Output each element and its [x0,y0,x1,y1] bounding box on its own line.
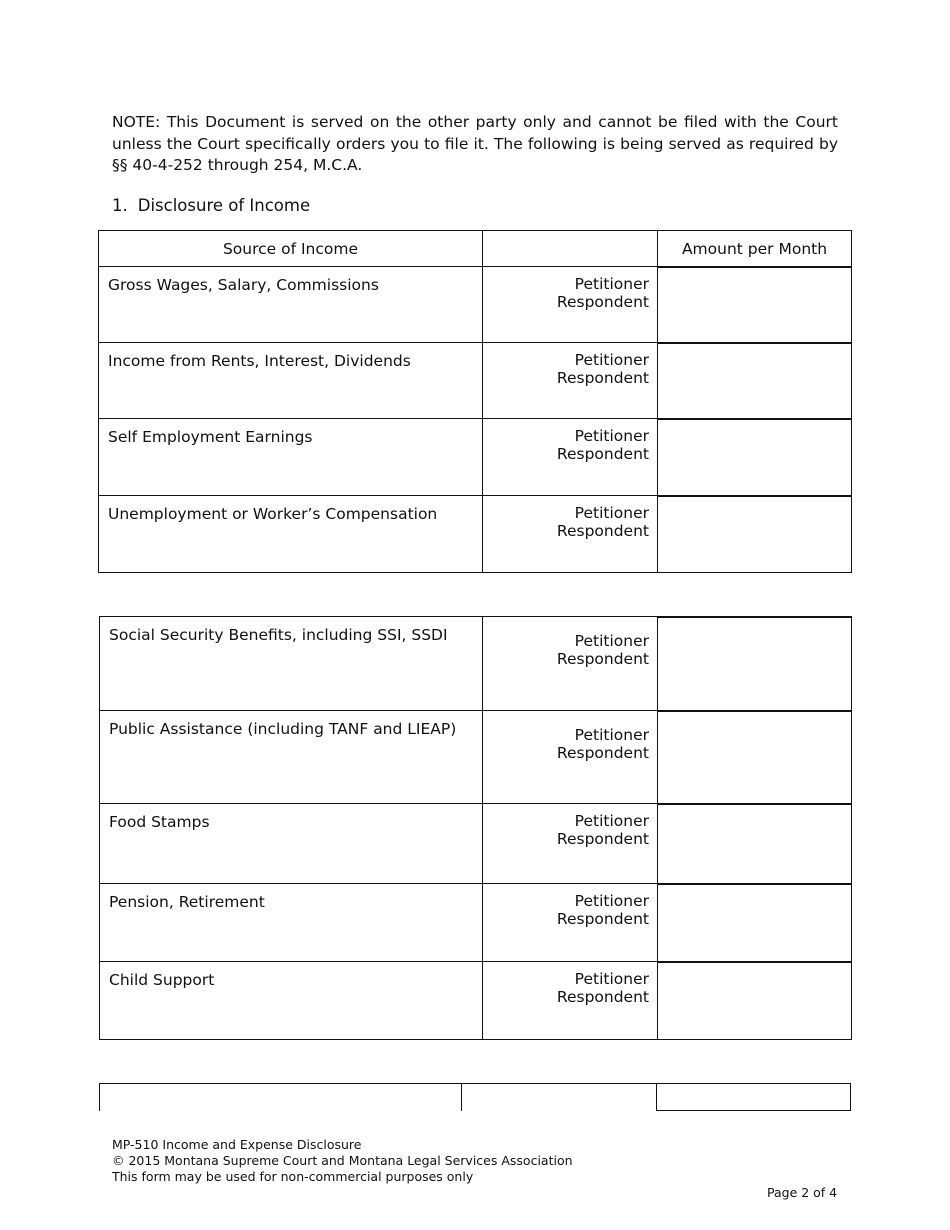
copyright: © 2015 Montana Supreme Court and Montana Legal Services Association [112,1153,573,1168]
amount-cells [658,884,852,962]
petitioner-amount-field[interactable] [658,343,851,344]
amount-cells [658,496,852,573]
respondent-label: Respondent [556,369,649,387]
petitioner-label: Petitioner [574,892,649,910]
respondent-label: Respondent [556,910,649,928]
petitioner-amount-field[interactable] [658,617,851,618]
income-source: Social Security Benefits, including SSI, SSDI [100,617,483,711]
table-row [99,419,852,496]
income-source: Public Assistance (including TANF and LIEAP) [100,711,483,804]
petitioner-label: Petitioner [574,351,649,369]
respondent-label: Respondent [556,522,649,540]
page-footer [112,1137,573,1185]
petitioner-amount-field[interactable] [658,419,851,420]
middle-header [483,231,658,267]
table-row [100,617,852,711]
petitioner-amount-field[interactable] [658,711,851,712]
petitioner-label: Petitioner [574,427,649,445]
petitioner-amount-field[interactable] [658,962,851,963]
table-row [99,343,852,419]
table-row [100,804,852,884]
party-labels [483,267,658,343]
amount-cells [658,267,852,343]
table-row [99,267,852,343]
respondent-label: Respondent [556,744,649,762]
petitioner-label: Petitioner [574,504,649,522]
party-labels [483,711,658,804]
table-row [100,884,852,962]
table-row [100,711,852,804]
party-labels [483,962,658,1040]
petitioner-amount-field[interactable] [658,267,851,268]
amount-header: Amount per Month [658,231,852,267]
respondent-label: Respondent [556,293,649,311]
respondent-label: Respondent [556,445,649,463]
petitioner-amount-field[interactable] [658,884,851,885]
section-title: Disclosure of Income [137,196,311,215]
petitioner-label: Petitioner [574,812,649,830]
amount-cells [658,711,852,804]
amount-cells [658,962,852,1040]
respondent-label: Respondent [556,650,649,668]
income-source: Food Stamps [100,804,483,884]
form-name: MP-510 Income and Expense Disclosure [112,1137,362,1152]
service-note: NOTE: This Document is served on the other party only and cannot be filed with the Court unless the Court specifically orders you to file it. The following is being served as required by §§ 40-4-252 through 254, M.C.A. [112,113,838,174]
amount-field[interactable] [656,1084,851,1111]
amount-cells [658,419,852,496]
party-labels [483,884,658,962]
income-source: Self Employment Earnings [99,419,483,496]
section-number: 1. [112,196,128,215]
party-labels [483,419,658,496]
petitioner-amount-field[interactable] [658,804,851,805]
income-source: Income from Rents, Interest, Dividends [99,343,483,419]
party-labels [483,804,658,884]
party-labels [483,496,658,573]
amount-cells [658,804,852,884]
income-source: Unemployment or Worker’s Compensation [99,496,483,573]
table-row [99,496,852,573]
source-header: Source of Income [99,231,483,267]
petitioner-label: Petitioner [574,275,649,293]
section-heading [112,196,310,215]
income-table-2 [99,616,852,1040]
amount-cells [658,617,852,711]
table-divider [461,1084,462,1111]
income-source: Pension, Retirement [100,884,483,962]
table-row [100,962,852,1040]
respondent-label: Respondent [556,830,649,848]
income-table-3-partial [99,1083,851,1111]
amount-cells [658,343,852,419]
respondent-label: Respondent [556,988,649,1006]
usage-note: This form may be used for non-commercial purposes only [112,1169,474,1184]
income-table-1 [98,230,852,573]
table-divider [99,1084,100,1111]
party-labels [483,343,658,419]
petitioner-label: Petitioner [574,726,649,744]
income-source: Child Support [100,962,483,1040]
petitioner-amount-field[interactable] [658,496,851,497]
petitioner-label: Petitioner [574,970,649,988]
petitioner-label: Petitioner [574,632,649,650]
page-number: Page 2 of 4 [767,1185,838,1200]
income-source: Gross Wages, Salary, Commissions [99,267,483,343]
party-labels [483,617,658,711]
table-header-row [99,231,852,267]
